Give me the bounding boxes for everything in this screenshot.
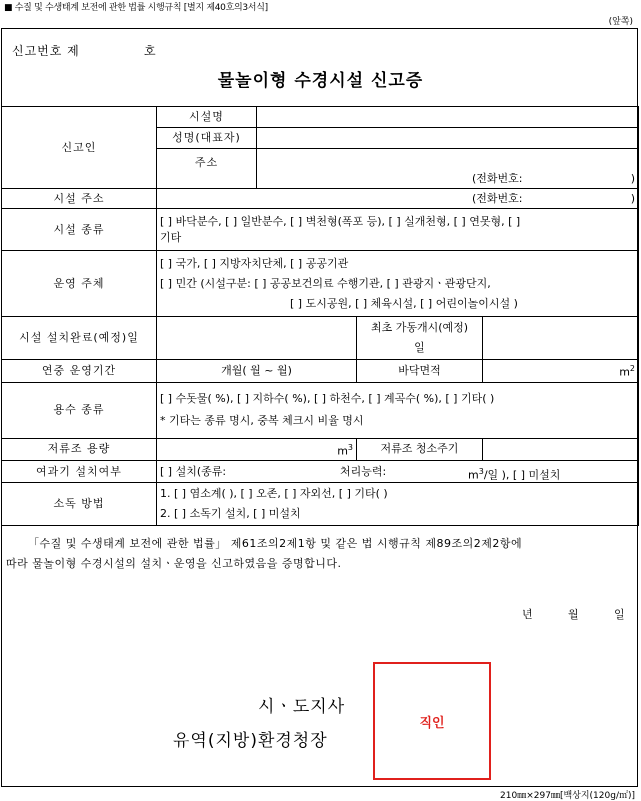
page-side-label: (앞쪽)	[608, 17, 633, 27]
water-source-note: * 기타는 종류 명시, 중복 체크시 비율 명시	[160, 414, 364, 428]
first-operation-day: 일	[414, 341, 425, 354]
first-operation-label-text: 최초 가동개시(예정)	[370, 321, 469, 334]
date-month: 월	[568, 608, 579, 621]
operator-line2: [ ] 민간 (시설구분: [ ] 공공보건의료 수행기관, [ ] 관광지ㆍ관광단지,	[160, 276, 491, 290]
filter-label: 여과기 설치여부	[2, 461, 157, 483]
reporter-address-field[interactable]	[257, 149, 639, 189]
registration-number-label: 신고번호 제	[12, 44, 80, 58]
facility-phone-label: (전화번호:	[472, 191, 523, 205]
facility-phone-close: )	[630, 191, 636, 205]
filter-install: [ ] 설치(종류:	[160, 464, 227, 478]
floor-area-unit: m	[619, 365, 630, 379]
representative-field[interactable]	[257, 128, 639, 149]
reporter-phone-close: )	[630, 172, 636, 185]
first-operation-field[interactable]	[483, 317, 639, 360]
date-year: 년	[522, 608, 533, 621]
date-day: 일	[614, 608, 625, 621]
disinfection-line2: 2. [ ] 소독기 설치, [ ] 미설치	[160, 507, 301, 521]
install-date-field[interactable]	[157, 317, 357, 360]
facility-type-line2: 기타	[160, 230, 182, 244]
paper-spec: 210㎜×297㎜[백상지(120g/㎡)]	[500, 791, 635, 801]
facility-type-line1: [ ] 바닥분수, [ ] 일반분수, [ ] 벽천형(폭포 등), [ ] 실개천형, [ ] 연못형, [ ]	[160, 214, 521, 228]
floor-area-unit-sup: 2	[629, 364, 636, 373]
reservoir-cleaning-label: 저류조 청소주기	[357, 438, 483, 461]
floor-area-label: 바닥면적	[357, 360, 483, 383]
reservoir-unit-sup: 3	[347, 442, 353, 452]
operator-label: 운영 주체	[2, 251, 157, 317]
facility-type-field[interactable]	[157, 209, 639, 251]
reservoir-cleaning-field[interactable]	[483, 438, 639, 461]
form-reference: ■ 수질 및 수생태계 보전에 관한 법률 시행규칙 [별지 제40호의3서식]	[4, 3, 268, 13]
operator-line3: [ ] 도시공원, [ ] 체육시설, [ ] 어린이놀이시설 )	[290, 296, 518, 310]
facility-name-field[interactable]	[257, 107, 639, 128]
reservoir-capacity-field[interactable]	[157, 438, 357, 461]
operation-period-field[interactable]: 개월( 월 ~ 월)	[157, 360, 357, 383]
first-operation-label	[357, 317, 483, 360]
filter-capacity-label: 처리능력:	[340, 464, 387, 478]
registration-number	[12, 42, 157, 59]
operation-period-label: 연중 운영기간	[2, 360, 157, 383]
facility-address-field[interactable]	[157, 189, 639, 209]
facility-address-label: 시설 주소	[2, 189, 157, 209]
statement-line1: 「수질 및 수생태계 보전에 관한 법률」 제61조의2제1항 및 같은 법 시행규칙 제89조의2제2항에	[28, 537, 523, 550]
filter-unit-sup: 3	[478, 466, 484, 476]
operator-field[interactable]	[157, 251, 639, 317]
statement-line2: 따라 물놀이형 수경시설의 설치ㆍ운영을 신고하였음을 증명합니다.	[6, 557, 342, 570]
floor-area-field[interactable]	[483, 360, 639, 383]
water-source-line1: [ ] 수돗물( %), [ ] 지하수( %), [ ] 하천수, [ ] 계곡수( %), [ ] 기타( )	[160, 392, 495, 406]
registration-number-suffix: 호	[144, 44, 157, 58]
official-seal-box	[373, 662, 491, 780]
disinfection-line1: 1. [ ] 염소계( ), [ ] 오존, [ ] 자외선, [ ] 기타( )	[160, 487, 388, 501]
reservoir-unit: m	[337, 444, 348, 458]
reporter-address-label: 주소	[157, 149, 257, 189]
representative-label: 성명(대표자)	[157, 128, 257, 149]
install-date-label: 시설 설치완료(예정)일	[2, 317, 157, 360]
certificate-form-table	[1, 106, 639, 526]
reporter-phone-label: (전화번호:	[472, 172, 523, 185]
filter-capacity-unit	[468, 464, 560, 484]
facility-type-label: 시설 종류	[2, 209, 157, 251]
facility-name-label: 시설명	[157, 107, 257, 128]
disinfection-field[interactable]	[157, 483, 639, 526]
certification-statement	[6, 534, 634, 574]
page-title: 물놀이형 수경시설 신고증	[217, 71, 424, 91]
operator-line1: [ ] 국가, [ ] 지방자치단체, [ ] 공공기관	[160, 256, 349, 270]
issuer-line2: 유역(지방)환경청장	[173, 731, 328, 751]
reservoir-capacity-label: 저류조 용량	[2, 438, 157, 461]
filter-field[interactable]	[157, 461, 639, 483]
water-source-field[interactable]	[157, 382, 639, 438]
seal-label: 직인	[419, 715, 445, 731]
reporter-section-label: 신고인	[2, 107, 157, 189]
filter-unit: m	[468, 468, 479, 482]
disinfection-label: 소독 방법	[2, 483, 157, 526]
water-source-label: 용수 종류	[2, 382, 157, 438]
filter-capacity-tail: /일 ), [ ] 미설치	[483, 468, 561, 482]
issuer-line1: 시ㆍ도지사	[258, 697, 346, 717]
